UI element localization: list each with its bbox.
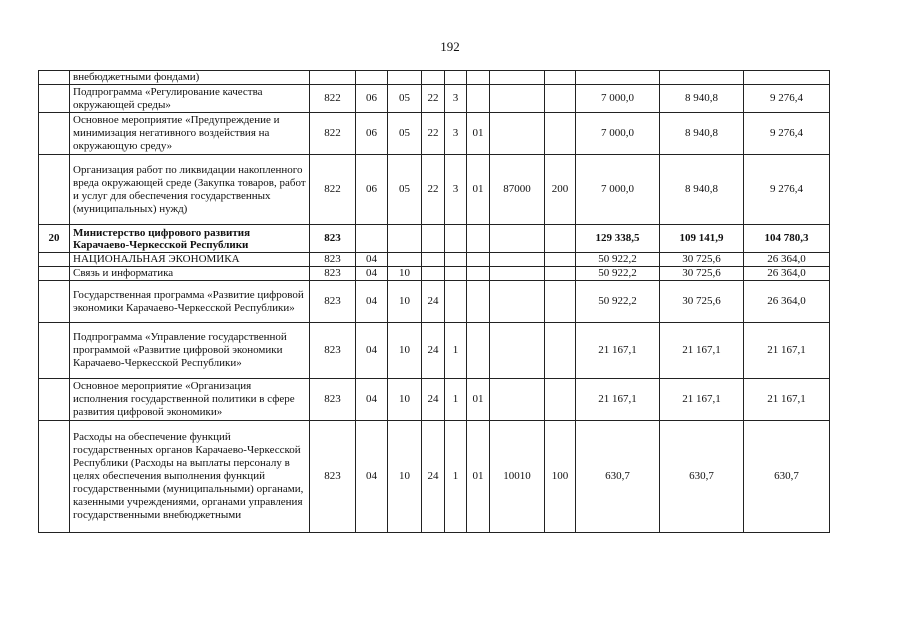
cell-direction-code — [490, 267, 545, 281]
cell-activity-code — [467, 85, 490, 113]
cell-section: 04 — [356, 379, 388, 421]
cell-expense-type — [545, 323, 576, 379]
cell-amount-year-1: 7 000,0 — [576, 155, 660, 225]
cell-amount-year-2: 109 141,9 — [660, 225, 744, 253]
cell-program-code — [422, 267, 445, 281]
cell-subsection: 10 — [388, 421, 422, 533]
row-number — [39, 85, 70, 113]
cell-subprogram-code: 1 — [445, 323, 467, 379]
cell-amount-year-1: 129 338,5 — [576, 225, 660, 253]
cell-subsection — [388, 253, 422, 267]
cell-direction-code — [490, 323, 545, 379]
budget-table — [38, 70, 830, 533]
cell-subprogram-code — [445, 71, 467, 85]
cell-subprogram-code: 3 — [445, 85, 467, 113]
cell-subsection: 05 — [388, 113, 422, 155]
cell-amount-year-3: 104 780,3 — [744, 225, 830, 253]
cell-subsection: 10 — [388, 281, 422, 323]
row-number — [39, 71, 70, 85]
cell-amount-year-3: 630,7 — [744, 421, 830, 533]
cell-subprogram-code: 1 — [445, 379, 467, 421]
cell-amount-year-3: 26 364,0 — [744, 281, 830, 323]
cell-amount-year-3: 26 364,0 — [744, 267, 830, 281]
cell-amount-year-2: 8 940,8 — [660, 113, 744, 155]
row-name: внебюджетными фондами) — [70, 71, 310, 85]
cell-ministry-code: 822 — [310, 85, 356, 113]
cell-amount-year-1: 630,7 — [576, 421, 660, 533]
cell-amount-year-1: 50 922,2 — [576, 267, 660, 281]
cell-subprogram-code: 1 — [445, 421, 467, 533]
row-name: Министерство цифрового развития Карачаево-Черкесской Республики — [70, 225, 310, 253]
cell-direction-code — [490, 253, 545, 267]
table-row — [39, 85, 830, 113]
cell-activity-code — [467, 267, 490, 281]
cell-expense-type — [545, 113, 576, 155]
cell-amount-year-2: 30 725,6 — [660, 267, 744, 281]
cell-ministry-code: 823 — [310, 253, 356, 267]
cell-expense-type — [545, 225, 576, 253]
cell-amount-year-3: 9 276,4 — [744, 155, 830, 225]
row-number — [39, 253, 70, 267]
cell-direction-code — [490, 85, 545, 113]
cell-expense-type — [545, 281, 576, 323]
cell-amount-year-1 — [576, 71, 660, 85]
cell-subsection: 10 — [388, 379, 422, 421]
cell-program-code: 24 — [422, 281, 445, 323]
cell-amount-year-2: 630,7 — [660, 421, 744, 533]
cell-program-code: 22 — [422, 85, 445, 113]
cell-activity-code: 01 — [467, 155, 490, 225]
row-name: Подпрограмма «Регулирование качества окружающей среды» — [70, 85, 310, 113]
cell-expense-type: 100 — [545, 421, 576, 533]
cell-amount-year-2: 21 167,1 — [660, 379, 744, 421]
cell-amount-year-3: 26 364,0 — [744, 253, 830, 267]
cell-ministry-code: 823 — [310, 225, 356, 253]
row-number — [39, 379, 70, 421]
cell-amount-year-1: 50 922,2 — [576, 253, 660, 267]
cell-ministry-code: 823 — [310, 281, 356, 323]
cell-subsection — [388, 225, 422, 253]
cell-amount-year-1: 7 000,0 — [576, 85, 660, 113]
cell-amount-year-2: 8 940,8 — [660, 85, 744, 113]
cell-program-code — [422, 225, 445, 253]
cell-amount-year-3: 21 167,1 — [744, 323, 830, 379]
cell-direction-code: 10010 — [490, 421, 545, 533]
cell-section: 04 — [356, 421, 388, 533]
cell-section — [356, 225, 388, 253]
cell-amount-year-1: 21 167,1 — [576, 379, 660, 421]
cell-subsection: 10 — [388, 267, 422, 281]
cell-activity-code: 01 — [467, 113, 490, 155]
table-row — [39, 225, 830, 253]
cell-ministry-code — [310, 71, 356, 85]
cell-direction-code — [490, 379, 545, 421]
cell-direction-code — [490, 225, 545, 253]
cell-activity-code — [467, 225, 490, 253]
cell-amount-year-1: 21 167,1 — [576, 323, 660, 379]
cell-subsection: 05 — [388, 155, 422, 225]
cell-section — [356, 71, 388, 85]
table-row — [39, 155, 830, 225]
row-name: Расходы на обеспечение функций государственных органов Карачаево-Черкесской Республики (Расходы на выплаты персоналу в целях обеспечения выполнения функций государственными (муниципальными) органами, казенными учреждениями, органами управления государственными внебюджетными — [70, 421, 310, 533]
cell-subsection: 05 — [388, 85, 422, 113]
cell-activity-code — [467, 253, 490, 267]
cell-ministry-code: 823 — [310, 379, 356, 421]
row-number — [39, 267, 70, 281]
cell-ministry-code: 822 — [310, 113, 356, 155]
cell-program-code: 22 — [422, 155, 445, 225]
cell-subprogram-code — [445, 225, 467, 253]
cell-amount-year-1: 7 000,0 — [576, 113, 660, 155]
cell-program-code — [422, 253, 445, 267]
cell-amount-year-2 — [660, 71, 744, 85]
cell-subprogram-code: 3 — [445, 113, 467, 155]
cell-direction-code — [490, 281, 545, 323]
cell-amount-year-3 — [744, 71, 830, 85]
cell-section: 06 — [356, 113, 388, 155]
cell-direction-code — [490, 113, 545, 155]
cell-amount-year-2: 21 167,1 — [660, 323, 744, 379]
table-row — [39, 323, 830, 379]
cell-expense-type — [545, 71, 576, 85]
cell-section: 06 — [356, 85, 388, 113]
cell-activity-code: 01 — [467, 421, 490, 533]
cell-ministry-code: 823 — [310, 267, 356, 281]
cell-subsection — [388, 71, 422, 85]
cell-section: 06 — [356, 155, 388, 225]
table-row — [39, 281, 830, 323]
cell-ministry-code: 823 — [310, 323, 356, 379]
cell-amount-year-3: 9 276,4 — [744, 113, 830, 155]
cell-expense-type: 200 — [545, 155, 576, 225]
row-number: 20 — [39, 225, 70, 253]
cell-amount-year-2: 30 725,6 — [660, 281, 744, 323]
cell-amount-year-3: 9 276,4 — [744, 85, 830, 113]
cell-subprogram-code: 3 — [445, 155, 467, 225]
cell-ministry-code: 823 — [310, 421, 356, 533]
cell-subprogram-code — [445, 267, 467, 281]
cell-activity-code — [467, 71, 490, 85]
cell-expense-type — [545, 85, 576, 113]
cell-subprogram-code — [445, 281, 467, 323]
table-row — [39, 267, 830, 281]
cell-amount-year-3: 21 167,1 — [744, 379, 830, 421]
row-name: Основное мероприятие «Предупреждение и минимизация негативного воздействия на окружающую среду» — [70, 113, 310, 155]
cell-amount-year-2: 30 725,6 — [660, 253, 744, 267]
cell-program-code: 24 — [422, 323, 445, 379]
row-name: Связь и информатика — [70, 267, 310, 281]
row-number — [39, 281, 70, 323]
cell-activity-code — [467, 281, 490, 323]
page-number: 192 — [440, 39, 460, 54]
table-row — [39, 421, 830, 533]
cell-program-code: 22 — [422, 113, 445, 155]
row-name: НАЦИОНАЛЬНАЯ ЭКОНОМИКА — [70, 253, 310, 267]
cell-section: 04 — [356, 267, 388, 281]
cell-expense-type — [545, 267, 576, 281]
cell-amount-year-2: 8 940,8 — [660, 155, 744, 225]
table-row — [39, 113, 830, 155]
cell-program-code — [422, 71, 445, 85]
cell-subsection: 10 — [388, 323, 422, 379]
cell-section: 04 — [356, 323, 388, 379]
row-number — [39, 155, 70, 225]
cell-program-code: 24 — [422, 421, 445, 533]
cell-ministry-code: 822 — [310, 155, 356, 225]
table-row — [39, 253, 830, 267]
table-row — [39, 379, 830, 421]
cell-expense-type — [545, 379, 576, 421]
cell-direction-code: 87000 — [490, 155, 545, 225]
cell-amount-year-1: 50 922,2 — [576, 281, 660, 323]
table-row — [39, 71, 830, 85]
cell-activity-code: 01 — [467, 379, 490, 421]
cell-direction-code — [490, 71, 545, 85]
row-name: Основное мероприятие «Организация исполнения государственной политики в сфере развития цифровой экономики» — [70, 379, 310, 421]
cell-subprogram-code — [445, 253, 467, 267]
cell-expense-type — [545, 253, 576, 267]
row-number — [39, 421, 70, 533]
row-name: Государственная программа «Развитие цифровой экономики Карачаево-Черкесской Республики» — [70, 281, 310, 323]
cell-section: 04 — [356, 253, 388, 267]
row-name: Подпрограмма «Управление государственной программой «Развитие цифровой экономики Карачаево-Черкесской Республики» — [70, 323, 310, 379]
row-number — [39, 323, 70, 379]
cell-section: 04 — [356, 281, 388, 323]
row-name: Организация работ по ликвидации накопленного вреда окружающей среде (Закупка товаров, работ и услуг для обеспечения государственных (муниципальных) нужд) — [70, 155, 310, 225]
cell-activity-code — [467, 323, 490, 379]
row-number — [39, 113, 70, 155]
cell-program-code: 24 — [422, 379, 445, 421]
